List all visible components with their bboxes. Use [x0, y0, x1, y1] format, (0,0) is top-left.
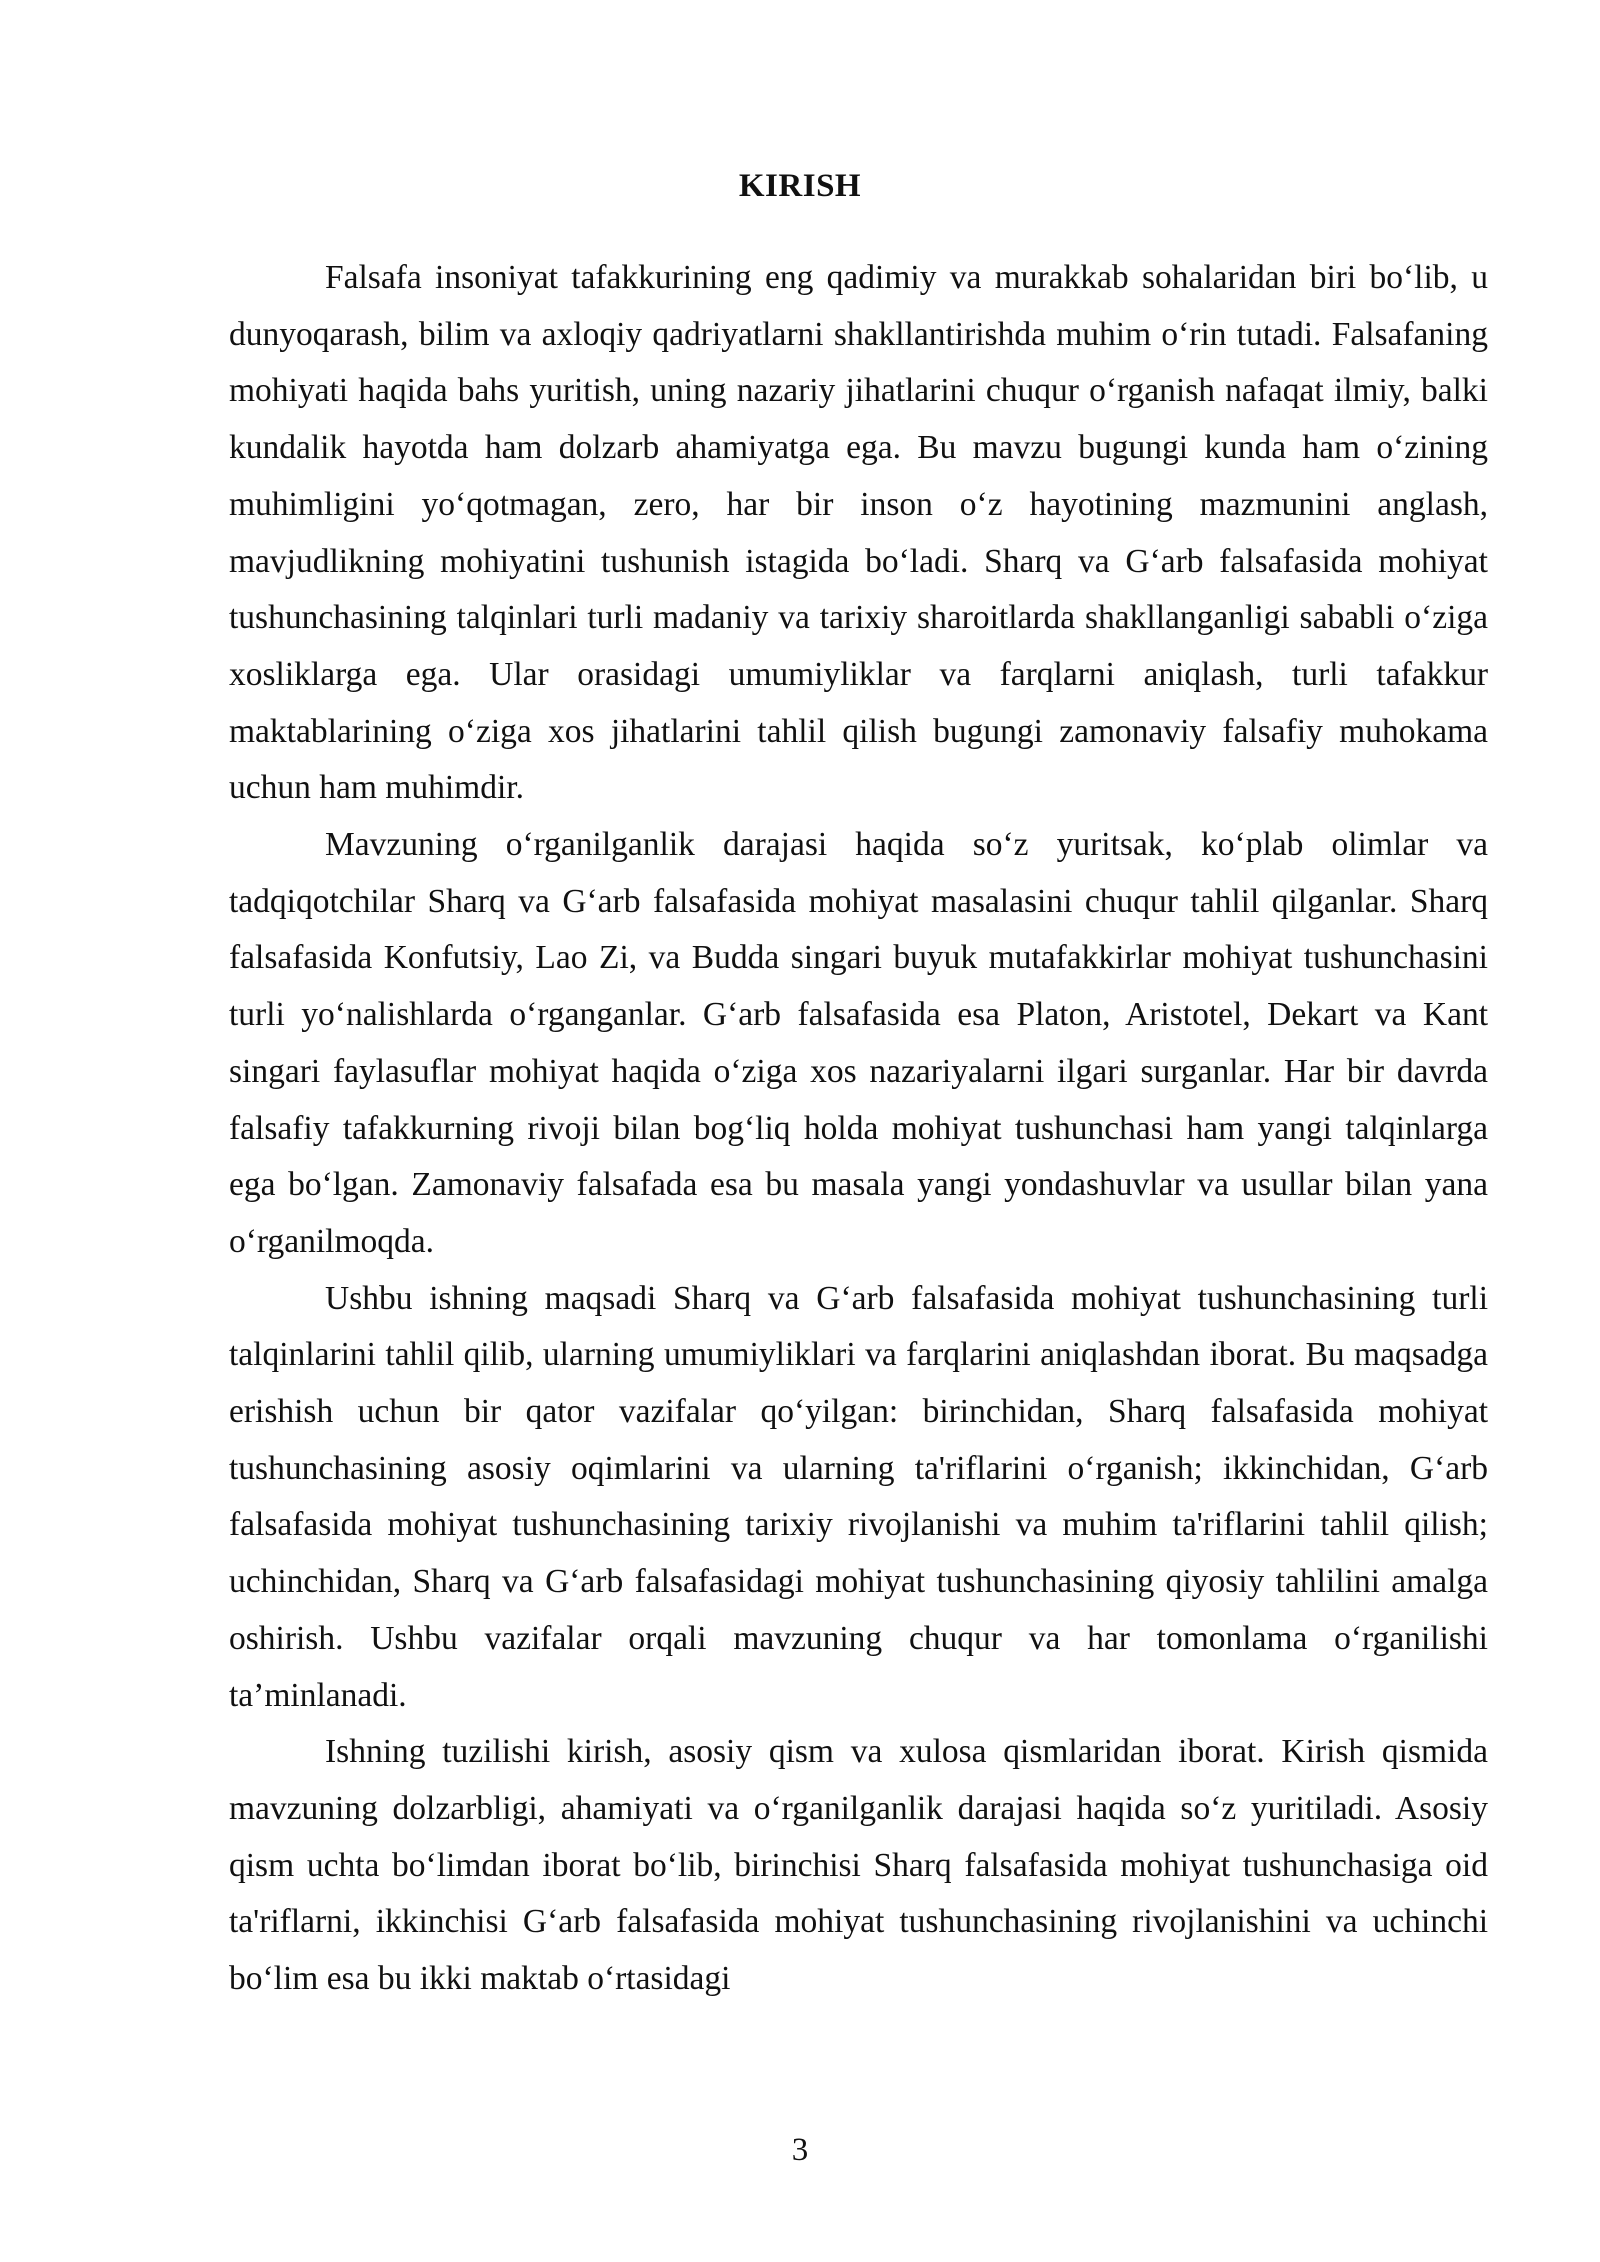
paragraph-introduction: Falsafa insoniyat tafakkurining eng qadimiy va murakkab sohalaridan biri bo‘lib, u dunyoqarash, bilim va axloqiy qadriyatlarni shakllantirishda muhim o‘rin tutadi. Falsafaning mohiyati haqida bahs yuritish, uning nazariy jihatlarini chuqur o‘rganish nafaqat ilmiy, balki kundalik hayotda ham dolzarb ahamiyatga ega. Bu mavzu bugungi kunda ham o‘zining muhimligini yo‘qotmagan, zero, har bir inson o‘z hayotining mazmunini anglash, mavjudlikning mohiyatini tushunish istagida bo‘ladi. Sharq va G‘arb falsafasida mohiyat tushunchasining talqinlari turli madaniy va tarixiy sharoitlarda shakllanganligi sababli o‘ziga xosliklarga ega. Ular orasidagi umumiyliklar va farqlarni aniqlash, turli tafakkur maktablarining o‘ziga xos jihatlarini tahlil qilish bugungi zamonaviy falsafiy muhokama uchun ham muhimdir.	[229, 259, 1488, 807]
paragraph-research-degree: Mavzuning o‘rganilganlik darajasi haqida so‘z yuritsak, ko‘plab olimlar va tadqiqotchilar Sharq va G‘arb falsafasida mohiyat masalasini chuqur tahlil qilganlar. Sharq falsafasida Konfutsiy, Lao Zi, va Budda singari buyuk mutafakkirlar mohiyat tushunchasini turli yo‘nalishlarda o‘rganganlar. G‘arb falsafasida esa Platon, Aristotel, Dekart va Kant singari faylasuflar mohiyat haqida o‘ziga xos nazariyalarni ilgari surganlar. Har bir davrda falsafiy tafakkurning rivoji bilan bog‘liq holda mohiyat tushunchasi ham yangi talqinlarga ega bo‘lgan. Zamonaviy falsafada esa bu masala yangi yondashuvlar va usullar bilan yana o‘rganilmoqda.	[229, 826, 1488, 1260]
section-title: KIRISH	[738, 168, 862, 204]
body-text	[229, 250, 1488, 2008]
page-number: 3	[791, 2132, 809, 2168]
paragraph-goal-and-tasks: Ushbu ishning maqsadi Sharq va G‘arb falsafasida mohiyat tushunchasining turli talqinlarini tahlil qilib, ularning umumiyliklari va farqlarini aniqlashdan iborat. Bu maqsadga erishish uchun bir qator vazifalar qo‘yilgan: birinchidan, Sharq falsafasida mohiyat tushunchasining asosiy oqimlarini va ularning ta'riflarini o‘rganish; ikkinchidan, G‘arb falsafasida mohiyat tushunchasining tarixiy rivojlanishi va muhim ta'riflarini tahlil qilish; uchinchidan, Sharq va G‘arb falsafasidagi mohiyat tushunchasining qiyosiy tahlilini amalga oshirish. Ushbu vazifalar orqali mavzuning chuqur va har tomonlama o‘rganilishi ta’minlanadi.	[229, 1279, 1488, 1714]
paragraph-structure: Ishning tuzilishi kirish, asosiy qism va xulosa qismlaridan iborat. Kirish qismida mavzuning dolzarbligi, ahamiyati va o‘rganilganlik darajasi haqida so‘z yuritiladi. Asosiy qism uchta bo‘limdan iborat bo‘lib, birinchisi Sharq falsafasida mohiyat tushunchasiga oid ta'riflarni, ikkinchisi G‘arb falsafasida mohiyat tushunchasining rivojlanishini va uchinchi bo‘lim esa bu ikki maktab o‘rtasidagi	[229, 1733, 1488, 1998]
